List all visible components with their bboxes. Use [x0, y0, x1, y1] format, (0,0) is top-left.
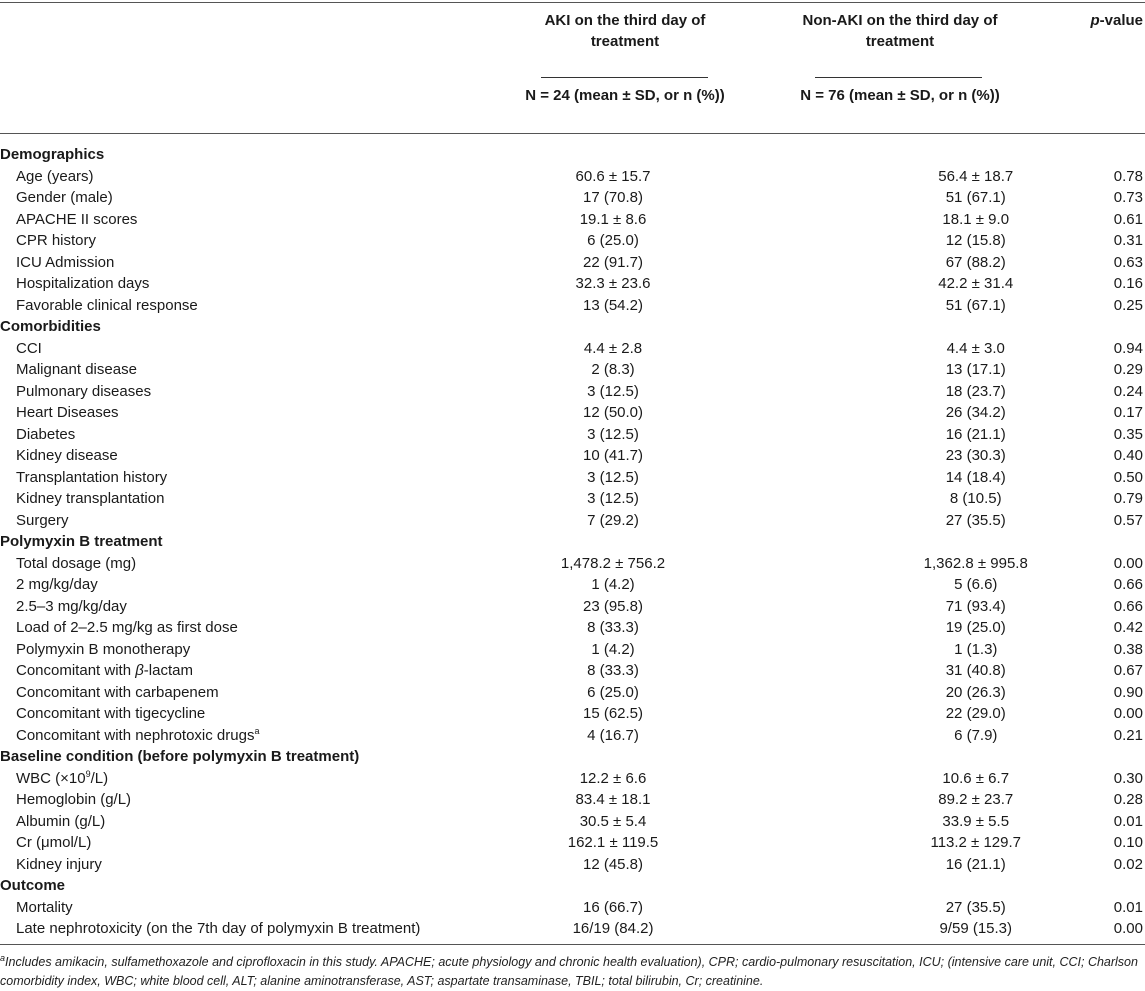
row-label-text: CCI — [16, 339, 42, 357]
row-label-text: Mortality — [16, 898, 73, 916]
p-value: 0.35 — [1113, 425, 1143, 443]
table-row — [0, 639, 1145, 661]
aki-value: 23 (95.8) — [582, 597, 644, 615]
non-aki-value: 27 (35.5) — [945, 511, 1006, 529]
non-aki-value: 51 (67.1) — [945, 189, 1006, 206]
row-label — [0, 574, 504, 596]
table-row — [0, 445, 1145, 467]
non-aki-value: 19 (25.0) — [945, 619, 1006, 636]
table-row — [0, 252, 1145, 274]
aki-value: 1 (4.2) — [591, 576, 635, 593]
p-value: 0.00 — [1113, 554, 1143, 572]
aki-value: 3 (12.5) — [587, 490, 639, 507]
row-label — [0, 768, 504, 790]
row-label-text: Diabetes — [16, 425, 76, 443]
non-aki-value: 5 (6.6) — [954, 576, 998, 593]
row-label — [0, 187, 504, 209]
non-aki-value: 10.6 ± 6.7 — [942, 769, 1010, 787]
aki-value: 30.5 ± 5.4 — [579, 812, 647, 830]
row-label-text: 2 mg/kg/day — [16, 576, 98, 593]
table-row — [0, 209, 1145, 231]
aki-value: 22 (91.7) — [582, 253, 644, 271]
row-label — [0, 660, 504, 682]
p-value: 0.40 — [1113, 447, 1143, 464]
top-rule — [0, 2, 1145, 3]
row-label — [0, 467, 504, 489]
row-label — [0, 811, 504, 833]
p-value: 0.01 — [1113, 898, 1143, 916]
aki-value: 6 (25.0) — [587, 683, 639, 701]
table-row — [0, 811, 1145, 833]
p-value: 0.00 — [1113, 920, 1143, 937]
aki-value: 83.4 ± 18.1 — [575, 791, 651, 808]
p-value: 0.57 — [1113, 511, 1143, 529]
row-label-text: Concomitant with nephrotoxic drugs — [16, 726, 255, 744]
row-label-text: Concomitant with carbapenem — [16, 683, 219, 701]
row-label — [0, 252, 504, 274]
row-label-text: 2.5–3 mg/kg/day — [16, 597, 127, 615]
p-value: 0.66 — [1113, 576, 1143, 593]
section-title: Baseline condition (before polymyxin B treatment) — [0, 748, 360, 765]
footnote-marker: a — [0, 952, 6, 963]
row-label-text: Hemoglobin (g/L) — [16, 791, 132, 808]
row-label-text: Surgery — [16, 511, 69, 529]
table-row — [0, 854, 1145, 876]
table-row — [0, 424, 1145, 446]
non-aki-value: 13 (17.1) — [945, 361, 1006, 378]
aki-value: 3 (12.5) — [587, 425, 639, 443]
row-label-text: CPR history — [16, 232, 97, 249]
aki-value: 16 (66.7) — [582, 898, 644, 916]
table-row — [0, 789, 1145, 811]
col1-subrule — [541, 77, 708, 78]
non-aki-value: 42.2 ± 31.4 — [938, 275, 1014, 292]
non-aki-value: 16 (21.1) — [945, 855, 1006, 873]
non-aki-value: 26 (34.2) — [945, 404, 1006, 421]
row-label — [0, 682, 504, 704]
row-label — [0, 424, 504, 446]
table-row — [0, 510, 1145, 532]
p-value: 0.28 — [1113, 791, 1143, 808]
table-row — [0, 574, 1145, 596]
row-label — [0, 295, 504, 317]
non-aki-value: 56.4 ± 18.7 — [938, 167, 1014, 185]
table-row — [0, 359, 1145, 381]
row-label — [0, 639, 504, 661]
p-value: 0.90 — [1113, 683, 1143, 701]
row-label-sup: a — [254, 725, 260, 736]
aki-value: 60.6 ± 15.7 — [575, 167, 651, 185]
non-aki-value: 4.4 ± 3.0 — [946, 339, 1005, 357]
non-aki-value: 51 (67.1) — [945, 296, 1006, 314]
p-value: 0.50 — [1113, 468, 1143, 486]
non-aki-value: 23 (30.3) — [945, 447, 1006, 464]
table-row — [0, 682, 1145, 704]
p-value: 0.31 — [1113, 232, 1143, 249]
row-label — [0, 854, 504, 876]
p-value: 0.16 — [1113, 275, 1143, 292]
p-value: 0.02 — [1113, 855, 1143, 873]
p-value: 0.24 — [1113, 382, 1143, 400]
row-label — [0, 553, 504, 575]
p-value: 0.73 — [1113, 189, 1143, 206]
row-label — [0, 596, 504, 618]
row-label-text: Malignant disease — [16, 361, 137, 378]
row-label-text: Load of 2–2.5 mg/kg as first dose — [16, 619, 238, 636]
row-label — [0, 445, 504, 467]
row-label — [0, 359, 504, 381]
table-row — [0, 703, 1145, 725]
table-row — [0, 230, 1145, 252]
row-label-text: Age (years) — [16, 167, 94, 185]
pvalue-italic: p — [1090, 12, 1100, 29]
section-title: Comorbidities — [0, 318, 101, 335]
section-title: Outcome — [0, 877, 66, 894]
row-label-text: APACHE II scores — [16, 210, 138, 228]
table-row — [0, 596, 1145, 618]
row-label — [0, 789, 504, 811]
aki-value: 3 (12.5) — [587, 382, 639, 400]
aki-value: 2 (8.3) — [591, 361, 635, 378]
section-row — [0, 746, 1145, 768]
row-label-text: Kidney injury — [16, 855, 102, 873]
col1-n: N = 24 (mean ± SD, or n (%)) — [525, 87, 725, 104]
non-aki-value: 16 (21.1) — [945, 425, 1006, 443]
aki-value: 8 (33.3) — [587, 662, 639, 679]
col2-n: N = 76 (mean ± SD, or n (%)) — [800, 87, 1000, 104]
row-label — [0, 166, 504, 188]
header-rule — [0, 133, 1145, 134]
table-row — [0, 725, 1145, 747]
row-label-text: ICU Admission — [16, 253, 115, 271]
table-row — [0, 832, 1145, 854]
non-aki-value: 14 (18.4) — [945, 468, 1006, 486]
row-label — [0, 488, 504, 510]
row-label — [0, 617, 504, 639]
table-row — [0, 897, 1145, 919]
aki-value: 6 (25.0) — [587, 232, 639, 249]
aki-value: 12 (50.0) — [582, 404, 644, 421]
aki-value: 4.4 ± 2.8 — [583, 339, 643, 357]
row-label-text: Kidney disease — [16, 447, 118, 464]
table-row — [0, 768, 1145, 790]
aki-value: 15 (62.5) — [582, 705, 644, 722]
non-aki-value: 27 (35.5) — [945, 898, 1006, 916]
section-title: Demographics — [0, 146, 105, 163]
row-label-text: Transplantation history — [16, 468, 168, 486]
non-aki-value: 6 (7.9) — [954, 726, 998, 744]
row-label-sup: 9 — [85, 768, 91, 779]
table-row — [0, 617, 1145, 639]
p-value: 0.79 — [1113, 490, 1143, 507]
row-label — [0, 703, 504, 725]
p-value: 0.61 — [1113, 210, 1143, 228]
table-row — [0, 488, 1145, 510]
non-aki-value: 67 (88.2) — [945, 253, 1006, 271]
aki-value: 19.1 ± 8.6 — [579, 210, 647, 228]
non-aki-value: 33.9 ± 5.5 — [942, 812, 1010, 830]
row-label — [0, 918, 504, 940]
p-value: 0.66 — [1113, 597, 1143, 615]
non-aki-value: 22 (29.0) — [945, 705, 1006, 722]
table-row — [0, 166, 1145, 188]
table-row — [0, 338, 1145, 360]
p-value: 0.10 — [1113, 834, 1143, 851]
p-value: 0.29 — [1113, 361, 1143, 378]
p-value: 0.21 — [1113, 726, 1143, 744]
row-label — [0, 832, 504, 854]
aki-value: 12.2 ± 6.6 — [579, 769, 647, 787]
non-aki-value: 12 (15.8) — [945, 232, 1006, 249]
non-aki-value: 9/59 (15.3) — [939, 920, 1013, 937]
col1-title: AKI on the third day of treatment — [544, 12, 706, 50]
row-label-text: Concomitant with tigecycline — [16, 705, 206, 722]
row-label — [0, 725, 504, 747]
row-label-after: /L) — [90, 769, 109, 787]
col2-subrule — [815, 77, 982, 78]
pvalue-rest: -value — [1099, 12, 1143, 29]
aki-value: 8 (33.3) — [587, 619, 639, 636]
non-aki-value: 31 (40.8) — [945, 662, 1006, 679]
non-aki-value: 18 (23.7) — [945, 382, 1006, 400]
row-label-text: Concomitant with β-lactam — [16, 662, 193, 679]
p-value: 0.01 — [1113, 812, 1143, 830]
aki-value: 13 (54.2) — [582, 296, 644, 314]
section-row — [0, 531, 1145, 553]
bottom-rule — [0, 944, 1145, 945]
non-aki-value: 1,362.8 ± 995.8 — [923, 554, 1028, 572]
data-table — [0, 144, 1145, 940]
row-label-text: Kidney transplantation — [16, 490, 165, 507]
p-value: 0.38 — [1113, 640, 1143, 658]
p-value: 0.78 — [1113, 167, 1143, 185]
table-row — [0, 402, 1145, 424]
section-row — [0, 875, 1145, 897]
row-label-text: Heart Diseases — [16, 404, 119, 421]
row-label-text: Gender (male) — [16, 189, 113, 206]
aki-value: 162.1 ± 119.5 — [567, 834, 659, 851]
non-aki-value: 89.2 ± 23.7 — [938, 791, 1014, 808]
row-label-text: Cr (μmol/L) — [16, 834, 92, 851]
row-label-text: Albumin (g/L) — [16, 812, 106, 830]
row-label — [0, 209, 504, 231]
row-label — [0, 338, 504, 360]
p-value: 0.42 — [1113, 619, 1143, 636]
row-label — [0, 230, 504, 252]
p-value: 0.25 — [1113, 296, 1143, 314]
row-label-text: Favorable clinical response — [16, 296, 198, 314]
aki-value: 17 (70.8) — [582, 189, 644, 206]
table-row — [0, 553, 1145, 575]
aki-value: 16/19 (84.2) — [572, 920, 654, 937]
footnote-text: Includes amikacin, sulfamethoxazole and ciprofloxacin in this study. APACHE; acute physiology and chronic health evaluation), CPR; cardio-pulmonary resuscitation, ICU; (intensive care unit, CCI; Charlson comorbidity index, WBC; white blood cell, ALT; alanine aminotransferase, AST; aspartate transaminase, TBIL; total bilirubin, Cr; creatinine. — [0, 955, 1138, 988]
aki-value: 7 (29.2) — [587, 511, 639, 529]
row-label-text: WBC (×10 — [16, 769, 86, 787]
table-row — [0, 918, 1145, 940]
row-label-text: Pulmonary diseases — [16, 382, 152, 400]
table-row — [0, 660, 1145, 682]
row-label — [0, 402, 504, 424]
p-value: 0.00 — [1113, 705, 1143, 722]
aki-value: 32.3 ± 23.6 — [575, 275, 651, 292]
aki-value: 1 (4.2) — [591, 640, 635, 658]
p-value: 0.30 — [1113, 769, 1143, 787]
row-label — [0, 510, 504, 532]
row-label — [0, 897, 504, 919]
table-row — [0, 381, 1145, 403]
pvalue-header — [1090, 10, 1143, 31]
footnote — [0, 953, 1140, 991]
section-row — [0, 316, 1145, 338]
aki-value: 1,478.2 ± 756.2 — [560, 554, 666, 572]
row-label — [0, 381, 504, 403]
aki-value: 12 (45.8) — [582, 855, 644, 873]
non-aki-value: 8 (10.5) — [949, 490, 1002, 507]
p-value: 0.94 — [1113, 339, 1143, 357]
non-aki-value: 1 (1.3) — [954, 640, 998, 658]
col2-title: Non-AKI on the third day of treatment — [802, 12, 998, 50]
row-label-text: Total dosage (mg) — [16, 554, 137, 572]
non-aki-value: 71 (93.4) — [945, 597, 1006, 615]
non-aki-value: 18.1 ± 9.0 — [942, 210, 1010, 228]
aki-value: 3 (12.5) — [587, 468, 639, 486]
section-row — [0, 144, 1145, 166]
aki-value: 10 (41.7) — [582, 447, 644, 464]
table-row — [0, 273, 1145, 295]
row-label-text: Hospitalization days — [16, 275, 150, 292]
p-value: 0.17 — [1113, 404, 1143, 421]
row-label-text: Late nephrotoxicity (on the 7th day of polymyxin B treatment) — [16, 920, 421, 937]
row-label — [0, 273, 504, 295]
table-row — [0, 467, 1145, 489]
non-aki-value: 20 (26.3) — [945, 683, 1006, 701]
aki-value: 4 (16.7) — [587, 726, 639, 744]
table-row — [0, 295, 1145, 317]
p-value: 0.67 — [1113, 662, 1143, 679]
p-value: 0.63 — [1113, 253, 1143, 271]
non-aki-value: 113.2 ± 129.7 — [930, 834, 1021, 851]
row-label-text: Polymyxin B monotherapy — [16, 640, 191, 658]
section-title: Polymyxin B treatment — [0, 533, 163, 550]
table-row — [0, 187, 1145, 209]
